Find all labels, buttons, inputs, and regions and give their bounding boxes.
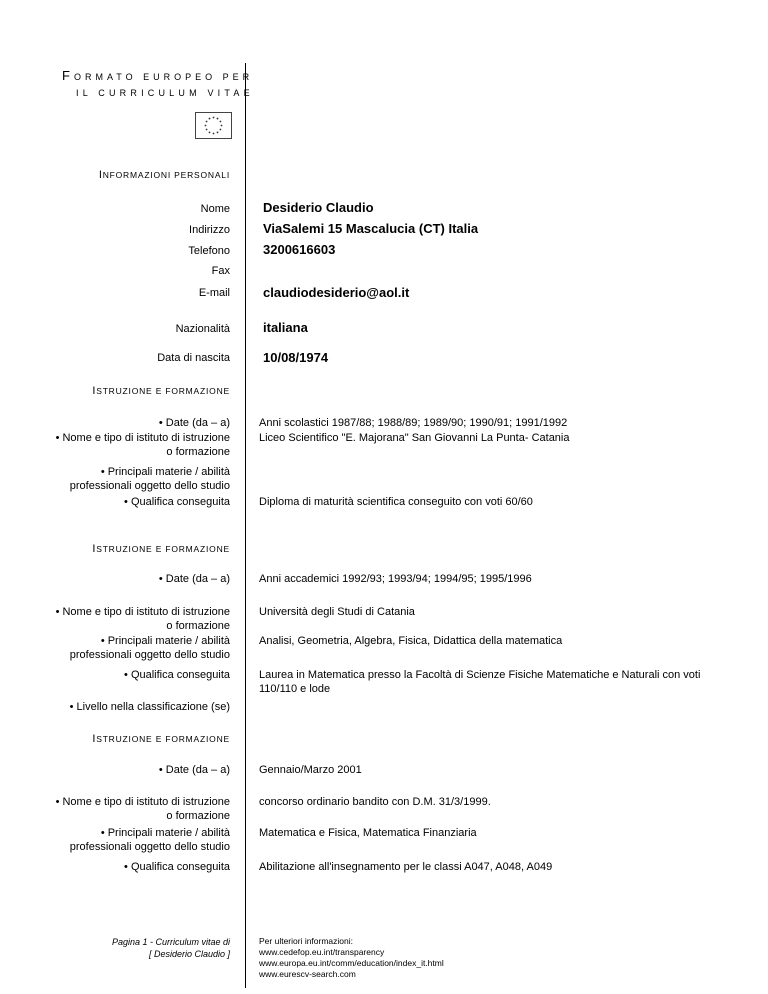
flag-star — [221, 125, 223, 127]
flag-star — [206, 121, 208, 123]
qualification-value: Laurea in Matematica presso la Facoltà di Scienze Fisiche Matematiche e Naturali con voti 110/110 e lode — [259, 669, 701, 695]
flag-star — [220, 121, 222, 123]
email-value: claudiodesiderio@aol.it — [263, 285, 410, 300]
footer-info-title: Per ulteriori informazioni: — [259, 936, 354, 946]
dates-label: • Date (da – a) — [158, 764, 230, 776]
eu-flag-icon — [195, 112, 232, 139]
dates-label: • Date (da – a) — [158, 417, 230, 429]
title-line-2: IL CURRICULUM VITAE — [76, 88, 254, 98]
flag-star — [220, 129, 222, 131]
section-education-3: ISTRUZIONE E FORMAZIONE — [92, 733, 230, 745]
title-line-1: FORMATO EUROPEO PER — [62, 68, 254, 83]
level-label: • Livello nella classificazione (se) — [69, 701, 230, 713]
address-value: ViaSalemi 15 Mascalucia (CT) Italia — [263, 221, 479, 236]
subjects-label: • Principali materie / abilità professionali oggetto dello studio — [69, 827, 230, 853]
flag-star — [209, 132, 211, 134]
footer-link[interactable]: www.cedefop.eu.int/transparency — [259, 947, 385, 957]
column-divider — [245, 63, 246, 988]
flag-star — [206, 129, 208, 131]
footer-link[interactable]: www.eurescv-search.com — [259, 969, 356, 979]
flag-star — [213, 117, 215, 119]
flag-star — [209, 118, 211, 120]
subjects-value: Analisi, Geometria, Algebra, Fisica, Didattica della matematica — [259, 635, 563, 647]
qualification-label: • Qualifica conseguita — [124, 861, 230, 873]
footer-info — [259, 936, 444, 980]
phone-value: 3200616603 — [263, 242, 336, 257]
dates-value: Anni scolastici 1987/88; 1988/89; 1989/90; 1990/91; 1991/1992 — [259, 417, 568, 429]
institute-value: Liceo Scientifico "E. Majorana" San Giovanni La Punta- Catania — [259, 432, 570, 444]
qualification-label: • Qualifica conseguita — [124, 496, 230, 508]
page-footer: Pagina 1 - Curriculum vitae di [ Desiderio Claudio ] — [111, 937, 230, 959]
institute-label: • Nome e tipo di istituto di istruzione o formazione — [55, 796, 230, 822]
qualification-value: Diploma di maturità scientifica conseguito con voti 60/60 — [259, 496, 533, 508]
flag-star — [213, 133, 215, 135]
institute-value: concorso ordinario bandito con D.M. 31/3/1999. — [259, 796, 491, 808]
dates-value: Gennaio/Marzo 2001 — [259, 764, 362, 776]
birth-value: 10/08/1974 — [263, 350, 329, 365]
section-education-2: ISTRUZIONE E FORMAZIONE — [92, 543, 230, 555]
institute-label: • Nome e tipo di istituto di istruzione o formazione — [55, 606, 230, 632]
nationality-value: italiana — [263, 320, 308, 335]
flag-star — [217, 118, 219, 120]
section-education-1: ISTRUZIONE E FORMAZIONE — [92, 385, 230, 397]
flag-star — [205, 125, 207, 127]
dates-value: Anni accademici 1992/93; 1993/94; 1994/95; 1995/1996 — [259, 573, 532, 585]
subjects-label: • Principali materie / abilità professionali oggetto dello studio — [69, 635, 230, 661]
section-personal-info: INFORMAZIONI PERSONALI — [98, 169, 230, 181]
fax-label: Fax — [211, 265, 230, 277]
institute-value: Università degli Studi di Catania — [259, 606, 415, 618]
subjects-value: Matematica e Fisica, Matematica Finanziaria — [259, 827, 477, 839]
qualification-label: • Qualifica conseguita — [124, 669, 230, 681]
name-value: Desiderio Claudio — [263, 200, 374, 215]
flag-star — [217, 132, 219, 134]
email-label: E-mail — [198, 287, 230, 299]
birth-label: Data di nascita — [157, 352, 230, 364]
institute-label: • Nome e tipo di istituto di istruzione o formazione — [55, 432, 230, 458]
dates-label: • Date (da – a) — [158, 573, 230, 585]
qualification-value: Abilitazione all'insegnamento per le classi A047, A048, A049 — [259, 861, 553, 873]
subjects-label: • Principali materie / abilità professionali oggetto dello studio — [69, 466, 230, 492]
footer-link[interactable]: www.europa.eu.int/comm/education/index_it.html — [259, 958, 444, 968]
address-label: Indirizzo — [189, 224, 230, 236]
name-label: Nome — [200, 203, 230, 215]
nationality-label: Nazionalità — [175, 323, 230, 335]
phone-label: Telefono — [188, 245, 230, 257]
